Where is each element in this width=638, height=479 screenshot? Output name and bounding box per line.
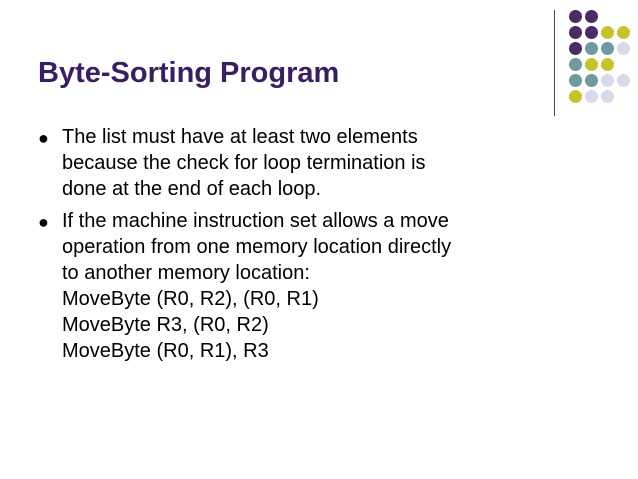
dot-yellow (617, 26, 630, 39)
dot-purple (585, 10, 598, 23)
dot-purple (569, 42, 582, 55)
bullet-icon: ● (38, 128, 49, 148)
bullet-item (38, 124, 598, 202)
dot-yellow (601, 58, 614, 71)
bullet-line: to another memory location: (62, 262, 310, 284)
decorative-dot-grid (565, 10, 635, 110)
dot-teal (585, 74, 598, 87)
bullet-line: done at the end of each loop. (62, 178, 322, 200)
dot-teal (569, 74, 582, 87)
dot-teal (569, 58, 582, 71)
code-line: MoveByte R3, (R0, R2) (62, 314, 269, 336)
dot-teal (585, 42, 598, 55)
bullet-line: If the machine instruction set allows a move (62, 210, 449, 232)
dot-purple (569, 10, 582, 23)
code-line: MoveByte (R0, R2), (R0, R1) (62, 288, 319, 310)
bullet-line: operation from one memory location directly (62, 236, 452, 258)
dot-lavender (585, 90, 598, 103)
slide-title: Byte-Sorting Program (38, 57, 340, 89)
bullet-line: because the check for loop termination is (62, 152, 426, 174)
bullet-item (38, 208, 598, 364)
dot-purple (585, 26, 598, 39)
dot-yellow (601, 26, 614, 39)
bullet-icon: ● (38, 212, 49, 232)
dot-purple (569, 26, 582, 39)
dot-lavender (617, 74, 630, 87)
dot-yellow (585, 58, 598, 71)
bullet-line: The list must have at least two elements (62, 126, 418, 148)
dot-lavender (617, 42, 630, 55)
decorative-divider (554, 10, 555, 116)
dot-yellow (569, 90, 582, 103)
dot-lavender (601, 90, 614, 103)
bullet-list (38, 124, 598, 370)
dot-lavender (601, 74, 614, 87)
code-line: MoveByte (R0, R1), R3 (62, 340, 269, 362)
dot-teal (601, 42, 614, 55)
